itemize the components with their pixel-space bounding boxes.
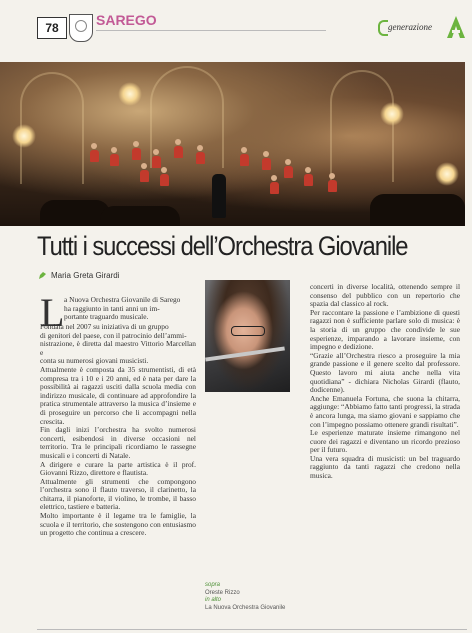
paragraph: concerti in diverse località, ottenendo sempre il consenso del pubblico con un repertorio che spazia dal classico al rock. xyxy=(310,282,460,309)
header-divider xyxy=(96,30,326,31)
town-crest-icon xyxy=(69,14,93,42)
paragraph: Anche Emanuela Fortuna, che suona la chitarra, aggiunge: “Abbiamo fatto tanti progressi, la strada è ancora lunga, ma siamo giovani e sappiamo che con l’impegno possiamo ottenere grandi risultati”. xyxy=(310,393,460,429)
paragraph: Per raccontare la passione e l’ambizione di questi ragazzi non è sufficiente parlare solo di musica: è la storia di un gruppo che condivide le sue esperienze, imparando a lavorare insieme, con impegno e dedizione. xyxy=(310,307,460,352)
paragraph: Fin dagli inizi l’orchestra ha svolto numerosi concerti, esibendosi in diverse occasioni nel territorio. Tra le principali ricordiamo le rassegne musicali e i concerti di Natale. xyxy=(40,425,196,460)
paragraph: Molto importante è il legame tra le famiglie, la scuola e il territorio, che sostengono con entusiasmo un progetto che continua a crescere. xyxy=(40,511,196,538)
article-author: Maria Greta Girardi xyxy=(51,271,120,280)
column-2 xyxy=(310,283,460,481)
paragraph: Attualmente è composta da 35 strumentisti, di età compresa tra i 10 e i 20 anni, ed è nata per dare la possibilità ai ragazzi usciti dalla scuola media con indirizzo musicale, di continuare ad approfondire la pratica strumentale attraverso la musica d’insieme e di proseguire un percorso che li accompagni nella crescita. xyxy=(40,364,196,426)
drop-cap: L xyxy=(40,290,65,335)
text-line: portante traguardo musicale. xyxy=(64,312,149,322)
paragraph: Attualmente gli strumenti che compongono l’orchestra sono il flauto traverso, il clarinetto, la chitarra, il pianoforte, il violino, le trombe, il basso elettrico, tastiere e batteria. xyxy=(40,476,196,512)
orchestra-photo xyxy=(0,62,465,226)
page-number: 78 xyxy=(37,17,67,39)
caption-label: in alto xyxy=(205,597,222,603)
text-line: Fondata nel 2007 su iniziativa di un gruppo xyxy=(40,322,169,331)
photo-caption xyxy=(205,582,305,612)
text-line: nistrazione, è diretta dal maestro Vittorio Marcellan e xyxy=(40,339,196,357)
text-line: di genitori del paese, con il patrocinio dell’ammi- xyxy=(40,330,187,340)
intro-lines xyxy=(64,296,196,322)
paragraph: Le esperienze maturate insieme rimangono nel cuore dei ragazzi e diventano un ricordo prezioso per il futuro. xyxy=(310,428,460,455)
text-line: conta su numerosi giovani musicisti. xyxy=(40,356,149,366)
town-name: SAREGO xyxy=(96,12,157,28)
column-1 xyxy=(40,323,196,538)
footer-divider xyxy=(37,629,467,630)
section-label: generazione xyxy=(388,22,432,32)
paragraph: Una vera squadra di musicisti: un bel traguardo raggiunto da tanti ragazzi che credono nella musica. xyxy=(310,453,460,481)
page-header xyxy=(0,0,472,58)
paragraph: A dirigere e curare la parte artistica è il prof. Giovanni Rizzo, direttore e flautista. xyxy=(40,459,196,478)
portrait-photo xyxy=(205,280,290,392)
caption-label: sopra xyxy=(205,582,221,588)
paragraph: “Grazie all’Orchestra riesco a proseguire la mia grande passione e il genere scelto dal professore. Questo lavoro mi aiuta anche nella vita quotidiana” - dichiara Nicholas Girardi (flauto, dodicenne). xyxy=(310,350,460,395)
section-bracket-icon xyxy=(378,20,388,36)
text-line: a Nuova Orchestra Giovanile di Sarego xyxy=(64,295,181,304)
text-line: ha raggiunto in tanti anni un im- xyxy=(64,303,160,313)
pen-hand-icon xyxy=(38,271,47,280)
caption-text: Oreste Rizzo xyxy=(205,589,240,596)
article-title: Tutti i successi dell’Orchestra Giovanile xyxy=(37,231,408,261)
green-a-logo-icon xyxy=(446,15,466,39)
caption-text: La Nuova Orchestra Giovanile xyxy=(205,604,286,611)
